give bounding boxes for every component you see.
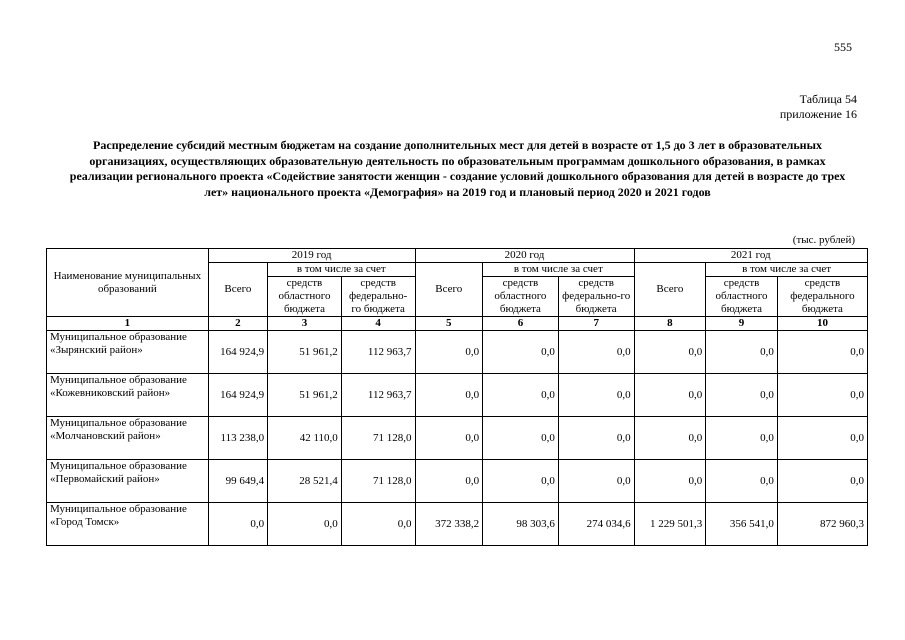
- header-year-2019: 2019 год: [208, 249, 415, 263]
- value-cell: 0,0: [483, 417, 559, 460]
- column-index: 1: [47, 317, 209, 331]
- municipality-name: Муниципальное образование «Город Томск»: [47, 503, 209, 546]
- page-number: 555: [834, 40, 852, 54]
- subsidy-table: [46, 248, 868, 546]
- document-title: Распределение субсидий местным бюджетам на создание дополнительных мест для детей в возрасте от 1,5 до 3 лет в образовательных организациях, осуществляющих образовательную деятельность по образовательным программам дошкольного образования, в рамках реализации регионального проекта «Содействие занятости женщин - создание условий дошкольного образования для детей в возрасте до трех лет» национального проекта «Демография» на 2019 год и плановый период 2020 и 2021 годов: [69, 138, 846, 199]
- appendix-label: приложение 16: [779, 107, 857, 121]
- value-cell: 0,0: [706, 374, 778, 417]
- value-cell: 0,0: [706, 460, 778, 503]
- value-cell: 71 128,0: [341, 417, 415, 460]
- municipality-name: Муниципальное образование «Зырянский район»: [47, 331, 209, 374]
- value-cell: 0,0: [777, 460, 867, 503]
- value-cell: 872 960,3: [777, 503, 867, 546]
- table-label: Таблица 54: [799, 92, 857, 106]
- value-cell: 0,0: [558, 374, 634, 417]
- value-cell: 0,0: [777, 374, 867, 417]
- table-row: [47, 374, 868, 417]
- value-cell: 99 649,4: [208, 460, 267, 503]
- value-cell: 112 963,7: [341, 374, 415, 417]
- value-cell: 0,0: [706, 331, 778, 374]
- value-cell: 42 110,0: [268, 417, 342, 460]
- column-index-row: [47, 317, 868, 331]
- header-including-2021: в том числе за счет: [706, 263, 868, 277]
- value-cell: 0,0: [777, 417, 867, 460]
- header-regional-2019: средств областного бюджета: [268, 277, 342, 317]
- value-cell: 372 338,2: [415, 503, 483, 546]
- header-year-2021: 2021 год: [634, 249, 867, 263]
- value-cell: 0,0: [415, 460, 483, 503]
- column-index: 3: [268, 317, 342, 331]
- value-cell: 0,0: [208, 503, 267, 546]
- value-cell: 0,0: [483, 331, 559, 374]
- municipality-name: Муниципальное образование «Кожевниковский район»: [47, 374, 209, 417]
- value-cell: 0,0: [706, 417, 778, 460]
- value-cell: 0,0: [777, 331, 867, 374]
- column-index: 9: [706, 317, 778, 331]
- table-row: [47, 503, 868, 546]
- column-index: 7: [558, 317, 634, 331]
- value-cell: 1 229 501,3: [634, 503, 706, 546]
- header-total-2021: Всего: [634, 263, 706, 317]
- value-cell: 98 303,6: [483, 503, 559, 546]
- header-federal-2020: средств федерально-го бюджета: [558, 277, 634, 317]
- value-cell: 0,0: [483, 460, 559, 503]
- value-cell: 0,0: [558, 331, 634, 374]
- value-cell: 356 541,0: [706, 503, 778, 546]
- column-index: 4: [341, 317, 415, 331]
- header-federal-2021: средств федерального бюджета: [777, 277, 867, 317]
- table-row: [47, 460, 868, 503]
- units-label: (тыс. рублей): [792, 234, 855, 246]
- value-cell: 0,0: [415, 374, 483, 417]
- column-index: 2: [208, 317, 267, 331]
- municipality-name: Муниципальное образование «Первомайский район»: [47, 460, 209, 503]
- column-index: 8: [634, 317, 706, 331]
- value-cell: 274 034,6: [558, 503, 634, 546]
- value-cell: 0,0: [558, 460, 634, 503]
- value-cell: 0,0: [634, 374, 706, 417]
- table-row: [47, 331, 868, 374]
- header-name-column: Наименование муниципальных образований: [47, 249, 209, 317]
- value-cell: 0,0: [558, 417, 634, 460]
- table-caption: [780, 92, 857, 122]
- header-including-2020: в том числе за счет: [483, 263, 635, 277]
- value-cell: 0,0: [268, 503, 342, 546]
- value-cell: 112 963,7: [341, 331, 415, 374]
- value-cell: 51 961,2: [268, 331, 342, 374]
- value-cell: 51 961,2: [268, 374, 342, 417]
- header-year-2020: 2020 год: [415, 249, 634, 263]
- header-including-2019: в том числе за счет: [268, 263, 415, 277]
- value-cell: 113 238,0: [208, 417, 267, 460]
- header-total-2020: Всего: [415, 263, 483, 317]
- value-cell: 0,0: [634, 460, 706, 503]
- column-index: 10: [777, 317, 867, 331]
- value-cell: 0,0: [483, 374, 559, 417]
- value-cell: 71 128,0: [341, 460, 415, 503]
- value-cell: 0,0: [415, 331, 483, 374]
- municipality-name: Муниципальное образование «Молчановский район»: [47, 417, 209, 460]
- value-cell: 164 924,9: [208, 374, 267, 417]
- value-cell: 0,0: [341, 503, 415, 546]
- column-index: 6: [483, 317, 559, 331]
- column-index: 5: [415, 317, 483, 331]
- value-cell: 0,0: [634, 331, 706, 374]
- header-regional-2020: средств областного бюджета: [483, 277, 559, 317]
- table-row: [47, 417, 868, 460]
- value-cell: 0,0: [634, 417, 706, 460]
- header-total-2019: Всего: [208, 263, 267, 317]
- value-cell: 28 521,4: [268, 460, 342, 503]
- header-regional-2021: средств областного бюджета: [706, 277, 778, 317]
- header-federal-2019: средств федерально-го бюджета: [341, 277, 415, 317]
- value-cell: 164 924,9: [208, 331, 267, 374]
- value-cell: 0,0: [415, 417, 483, 460]
